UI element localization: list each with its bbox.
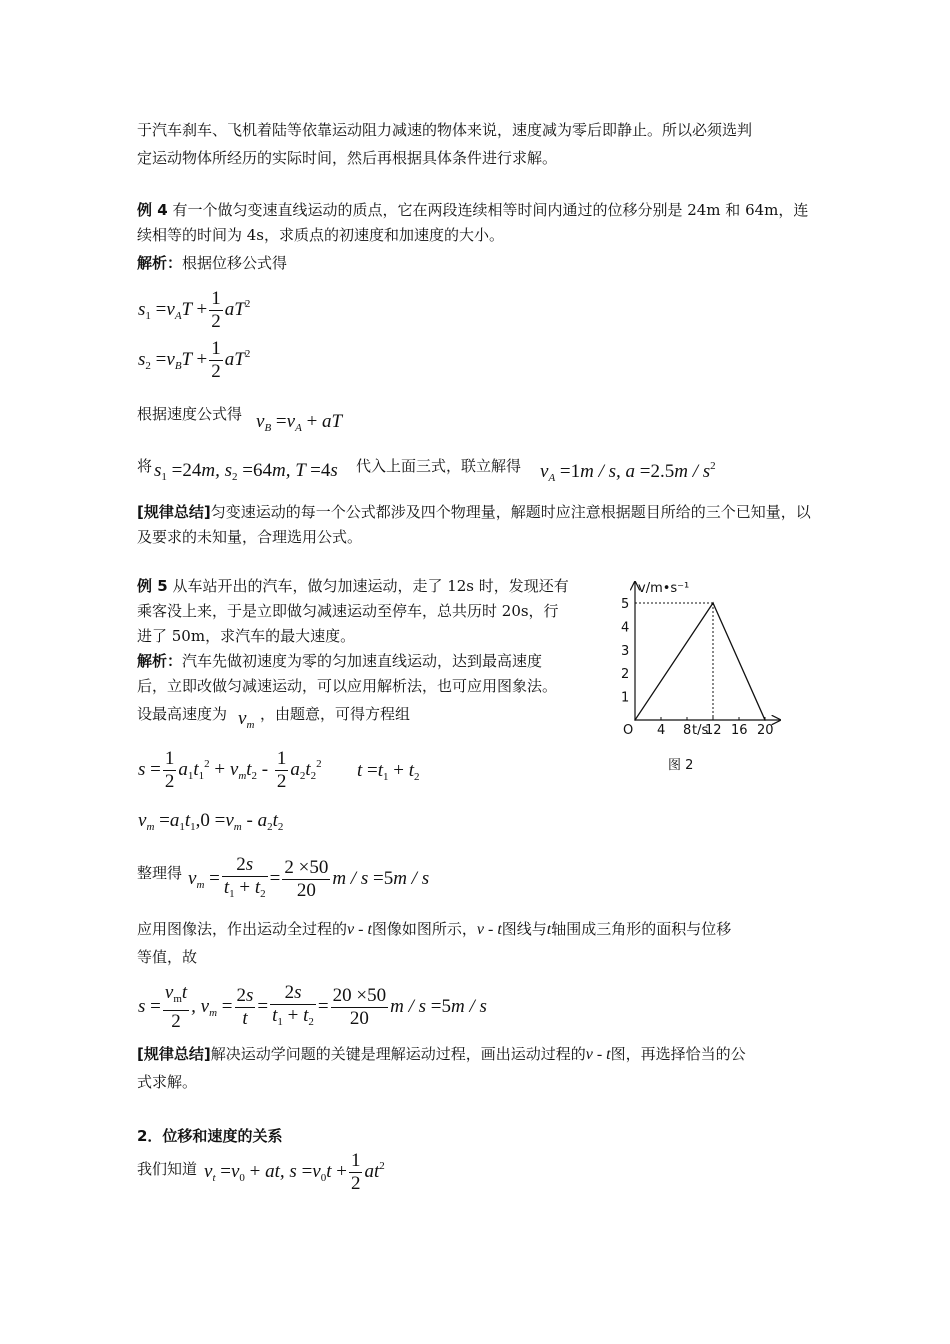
eq-kinematics: $v_t =v_0$ + at, $s =v_0t$ + $\frac{1}{2}$ $at^2$: [204, 1150, 385, 1194]
ex5-summary-c: 式求解。: [137, 1073, 198, 1091]
ex5-tidy: 整理得: [137, 864, 183, 882]
ex4-sub-mid: 代入上面三式，联立解得: [356, 457, 522, 475]
vt-chart: [605, 572, 805, 782]
vt-point-0: [634, 719, 636, 721]
ex5-label: 例 5: [137, 577, 168, 595]
ex4-analysis: [137, 251, 817, 276]
intro-line-1: 于汽车刹车、飞机着陆等依靠运动阻力减速的物体来说，速度减为零后即静止。所以必须选判: [137, 121, 753, 139]
ex5-q3: 进了 50m，求汽车的最大速度。: [137, 627, 356, 645]
t-axis-label: t/s: [692, 723, 709, 738]
eq-s1: $s_1 =v_AT$ + $\frac{1}{2}$ $aT^2$: [138, 288, 251, 332]
x-tick-label-16: 16: [731, 723, 748, 738]
eq-area: s = $\frac{v_mt}{2}$ , $v_m$ = $\frac{2s}{t}$ = $\frac{2s}{t_1 + t_2}$ = $\frac{20 \times 50}{20}$ m / s =5m / s: [138, 982, 487, 1032]
ex5-analysis-label: 解析：: [137, 652, 183, 670]
ex4-speed-text: 根据速度公式得: [137, 405, 243, 423]
y-tick-label-2: 2: [621, 667, 630, 683]
ex5-q1: [137, 574, 597, 599]
ex5-analysis-2: 后，立即改做匀减速运动，可以应用解析法，也可应用图象法。: [137, 677, 558, 695]
ex5-analysis-3a: 设最高速度为: [137, 705, 228, 723]
ex5-q1-text: 从车站开出的汽车，做匀加速运动，走了 12s 时，发现还有: [172, 577, 569, 595]
x-tick-label-4: 4: [657, 723, 666, 738]
ex4-label: 例 4: [137, 201, 168, 219]
eq-s2: $s_2 =v_BT$ + $\frac{1}{2}$ $aT^2$: [138, 338, 251, 382]
ex4-sub-prefix: 将: [137, 457, 153, 475]
ex5-analysis-3b: ，由题意，可得方程组: [260, 705, 411, 723]
eq-s-system: s = $\frac{1}{2}$ $a_1t_1^2 + v_mt_2$ - $\frac{1}{2}$ $a_2t_2^2$: [138, 748, 322, 792]
ex5-graph-a: 应用图像法，作出运动全过程的: [137, 920, 348, 938]
ex5-graph-c: 图线与: [501, 920, 547, 938]
eq-vm: $v_m$: [238, 708, 255, 731]
ex5-graph-line: 应用图像法，作出运动全过程的v - t图像如图所示，v - t图线与t轴围成三角形的面积与位移: [137, 920, 732, 938]
eq-answer4: $v_A =1m / s$, $a =2.5m / s^2$: [540, 460, 716, 484]
ex4-summary: [137, 500, 817, 550]
y-tick-label-1: 1: [621, 690, 630, 706]
ex5-summary-a: 解决运动学问题的关键是理解运动过程，画出运动过程的: [210, 1045, 586, 1063]
y-tick-label-4: 4: [621, 620, 630, 636]
ex5-analysis-1: [137, 649, 597, 674]
eq-vm-result: $v_m$ = $\frac{2s}{t_1 + t_2}$ = $\frac{2 \times 50}{20}$ m / s =5m / s: [188, 854, 430, 901]
section2-heading: 2．位移和速度的关系: [137, 1127, 283, 1145]
ex5-analysis-1-text: 汽车先做初速度为零的匀加速直线运动，达到最高速度: [182, 652, 543, 670]
ex5-summary-b: 图，再选择恰当的公: [610, 1045, 746, 1063]
ex4-summary-label: [规律总结]: [137, 503, 211, 521]
intro-line-2: 定运动物体所经历的实际时间，然后再根据具体条件进行求解。: [137, 149, 558, 167]
ex4-summary-text: 匀变速运动的每一个公式都涉及四个物理量，解题时应注意根据题目所给的三个已知量，以及要求的未知量，合理选用公式。: [137, 503, 811, 546]
y-tick-label-3: 3: [621, 643, 630, 659]
vt-point-1: [712, 602, 714, 604]
x-tick-label-12: 12: [705, 723, 722, 738]
vt-series-line: [635, 603, 765, 720]
chart-caption: 图 2: [668, 758, 694, 773]
y-tick-label-5: 5: [621, 597, 630, 612]
eq-t-sum: $t =t_1 + t_2$: [357, 760, 420, 783]
eq-given: $s_1 =24m$, $s_2 =64m$, T =4s: [154, 460, 338, 483]
ex5-graph-d: 轴围成三角形的面积与位移: [551, 920, 732, 938]
eq-vb: $v_B =v_A$ + aT: [256, 411, 343, 434]
vt-point-2: [764, 719, 766, 721]
eq-vm-system: $v_m =a_1t_1,0 =v_m - a_2t_2$: [138, 810, 284, 833]
ex5-graph-b: 图像如图所示，: [371, 920, 477, 938]
section2-text: 我们知道: [137, 1160, 198, 1178]
y-axis-label: v/m•s⁻¹: [638, 581, 690, 596]
x-tick-label-8: 8: [683, 723, 692, 738]
ex5-summary-label: [规律总结]: [137, 1045, 211, 1063]
ex5-q2: 乘客没上来，于是立即做匀减速运动至停车，总共历时 20s，行: [137, 602, 559, 620]
ex5-summary-line: [规律总结]解决运动学问题的关键是理解运动过程，画出运动过程的v - t图，再选择恰当的公: [137, 1045, 746, 1063]
ex5-graph-e: 等值，故: [137, 948, 198, 966]
ex4-question: [137, 198, 817, 248]
ex4-analysis-label: 解析：: [137, 254, 183, 272]
ex4-analysis-text: 根据位移公式得: [182, 254, 288, 272]
origin-label: O: [623, 723, 634, 738]
x-tick-label-20: 20: [757, 723, 774, 738]
ex4-question-text: 有一个做匀变速直线运动的质点，它在两段连续相等时间内通过的位移分别是 24m 和 64m，连续相等的时间为 4s，求质点的初速度和加速度的大小。: [137, 201, 809, 244]
